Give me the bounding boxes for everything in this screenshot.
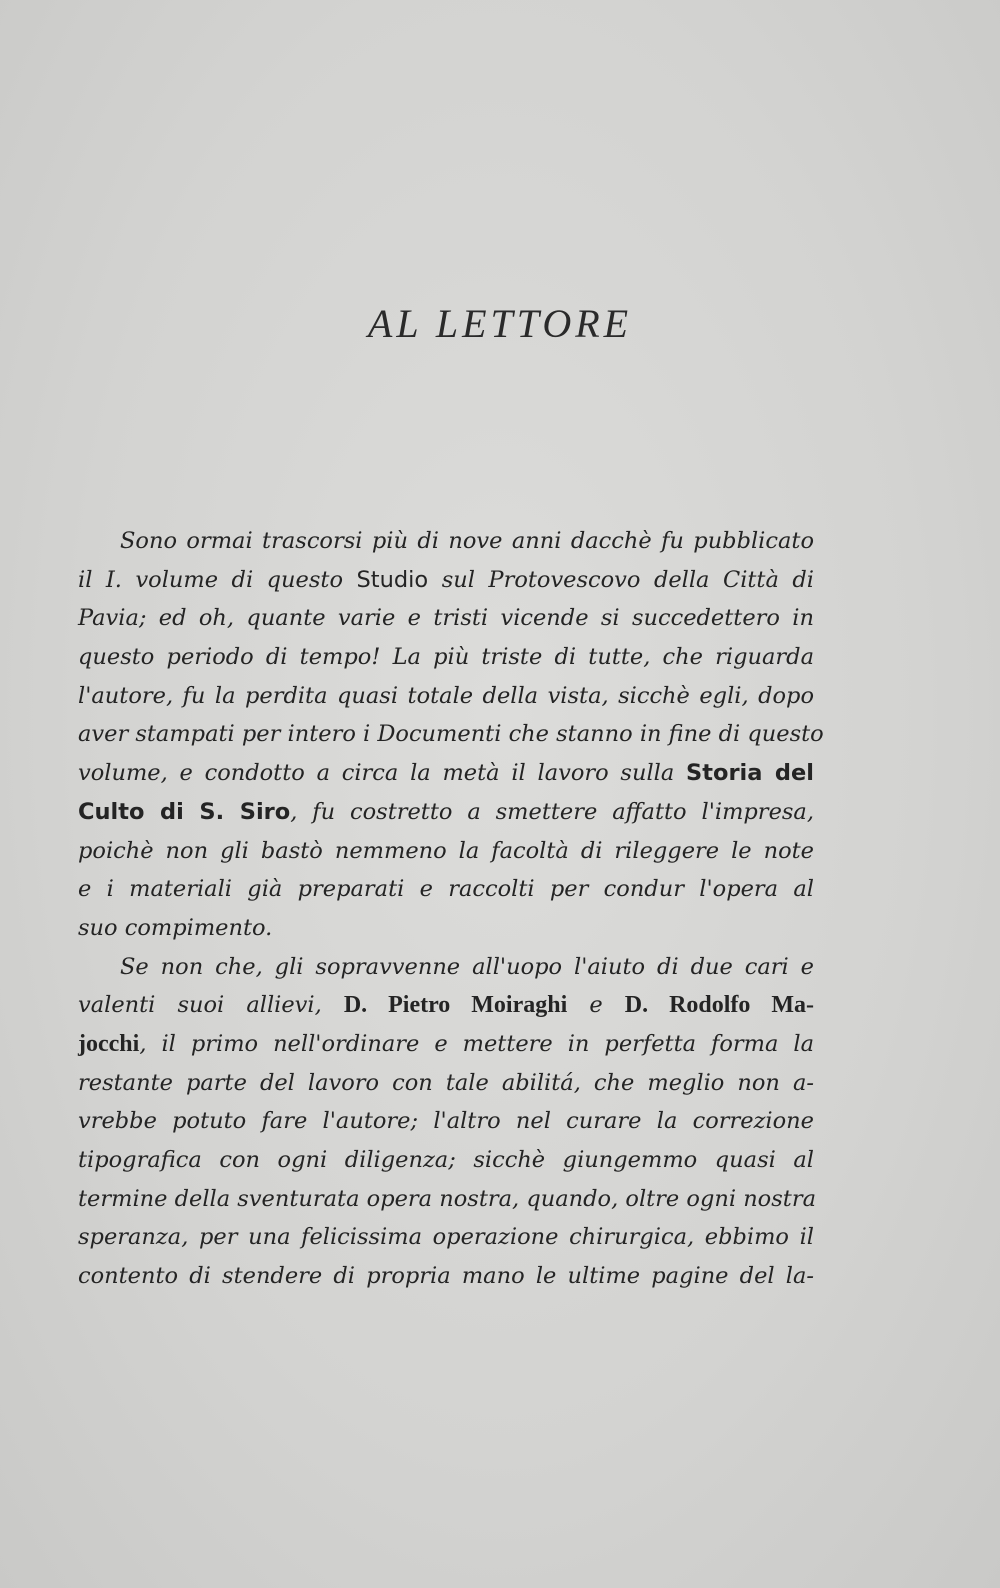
text-run-bold: D. Rodolfo Ma-	[624, 992, 814, 1019]
text-run: il I. volume di questo	[78, 566, 357, 593]
text-line	[78, 1102, 814, 1141]
text-run-roman: Studio	[356, 566, 429, 593]
text-line	[78, 522, 814, 561]
text-line	[78, 561, 814, 600]
text-line	[78, 1141, 814, 1180]
text-run: speranza, per una felicissima operazione chirurgica, ebbimo il	[78, 1224, 814, 1251]
text-line	[78, 677, 814, 716]
text-line	[78, 1180, 814, 1219]
text-run: contento di stendere di propria mano le ultime pagine del la-	[78, 1263, 814, 1290]
text-run: e	[567, 992, 625, 1019]
text-run: aver stampati per intero i Documenti che stanno in fine di questo	[78, 721, 824, 748]
text-line	[78, 599, 814, 638]
text-run: suo compimento.	[78, 914, 273, 941]
text-run: , il primo nell'ordinare e mettere in perfetta forma la	[139, 1030, 814, 1057]
text-run-bold: D. Pietro Moiraghi	[343, 992, 568, 1019]
text-run: e i materiali già preparati e raccolti per condur l'opera al	[78, 876, 814, 903]
text-line	[78, 754, 814, 793]
text-line	[78, 638, 814, 677]
text-run: Se non che, gli sopravvenne all'uopo l'aiuto di due cari e	[120, 953, 814, 980]
text-run: l'autore, fu la perdita quasi totale della vista, sicchè egli, dopo	[78, 682, 814, 709]
text-run: volume, e condotto a circa la metà il lavoro sulla	[78, 760, 687, 787]
text-run: sul Protovescovo della Città di	[428, 566, 814, 593]
text-run: Pavia; ed oh, quante varie e tristi vicende si succedettero in	[78, 605, 814, 632]
text-line	[78, 986, 814, 1025]
text-line	[78, 870, 814, 909]
text-line	[78, 1257, 814, 1296]
text-line	[78, 793, 814, 832]
text-run-bold: jocchi	[78, 1030, 140, 1057]
text-line	[78, 948, 814, 987]
text-line	[78, 1218, 814, 1257]
text-run: Sono ormai trascorsi più di nove anni dacchè fu pubblicato	[120, 528, 814, 554]
text-line	[78, 909, 814, 948]
text-line	[78, 715, 824, 754]
body-text	[78, 522, 824, 1296]
text-run: termine della sventurata opera nostra, quando, oltre ogni nostra	[78, 1185, 816, 1212]
text-run: vrebbe potuto fare l'autore; l'altro nel curare la correzione	[78, 1108, 814, 1135]
text-run: restante parte del lavoro con tale abilitá, che meglio non a-	[78, 1069, 814, 1096]
text-line	[78, 1064, 814, 1103]
text-run: valenti suoi allievi,	[78, 992, 344, 1019]
text-run: questo periodo di tempo! La più triste di tutte, che riguarda	[78, 644, 814, 671]
text-run-bold: Storia del	[686, 760, 814, 787]
page-title: AL LETTORE	[367, 301, 633, 346]
text-run-bold: Culto di S. Siro	[78, 798, 291, 825]
text-run: tipografica con ogni diligenza; sicchè giungemmo quasi al	[78, 1147, 814, 1173]
text-line	[78, 1025, 814, 1064]
text-run: , fu costretto a smettere affatto l'impresa,	[290, 798, 814, 825]
text-line	[78, 832, 814, 871]
text-run: poichè non gli bastò nemmeno la facoltà di rileggere le note	[78, 837, 814, 864]
